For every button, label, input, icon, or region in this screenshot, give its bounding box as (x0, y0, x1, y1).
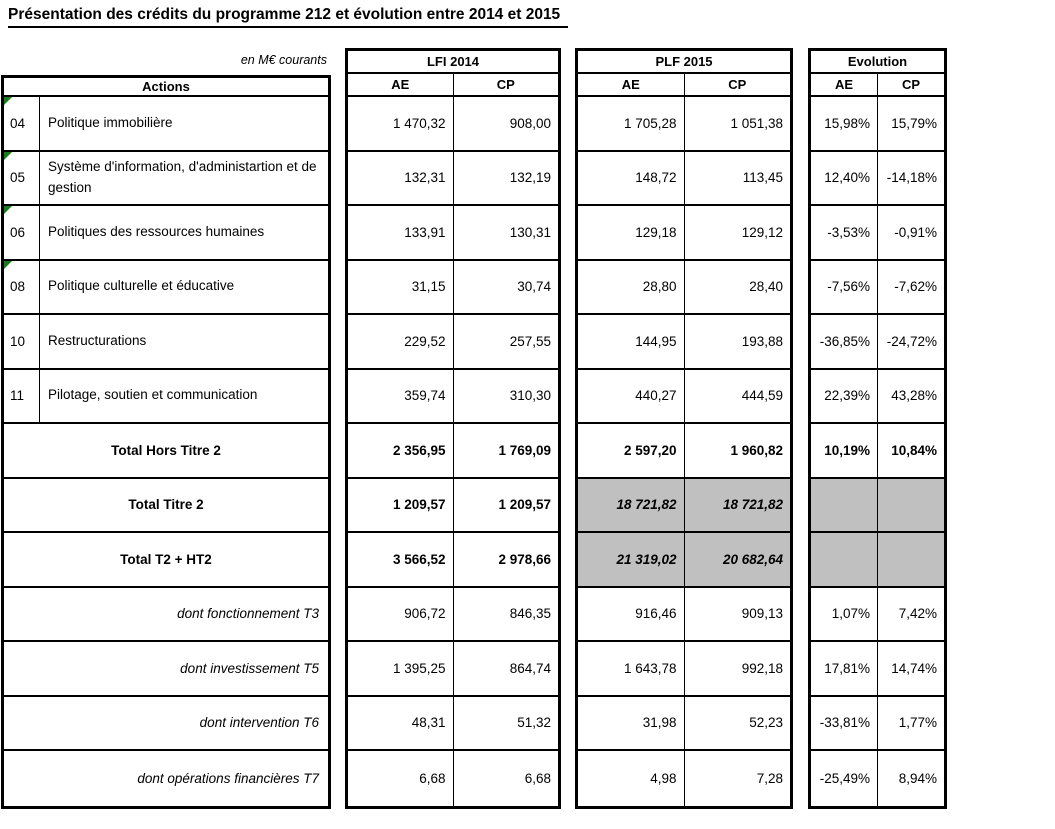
cell-lfi-cp: 6,68 (524, 770, 551, 786)
table-row-10 (4, 315, 328, 370)
evo-row-08 (811, 261, 944, 316)
cell-plf-cp: 7,28 (756, 770, 783, 786)
cell-plf-cp: 1 051,38 (730, 115, 783, 131)
cell-lfi-ae: 2 356,95 (348, 424, 454, 477)
evo-row-04 (811, 97, 944, 152)
cell-plf-cp: 113,45 (742, 170, 783, 186)
cell-plf-ae: 440,27 (578, 370, 685, 423)
cell-lfi-cp: 257,55 (509, 333, 551, 349)
cell-lfi-cp: 864,74 (509, 660, 551, 676)
evo-row-06 (811, 206, 944, 261)
plf-row-label-11 (578, 697, 790, 752)
cell-evo-cp: -24,72% (886, 333, 937, 349)
cell-evo-cp: -14,18% (886, 170, 937, 186)
cell-lfi-ae: 1 470,32 (348, 97, 454, 150)
cell-lfi-cp: 132,19 (509, 170, 551, 186)
cell-evo-cp (878, 479, 944, 532)
plf-row-label-12 (578, 751, 790, 806)
evo-row-label-8 (811, 533, 944, 588)
cell-lfi-ae: 133,91 (348, 206, 454, 259)
cell-evo-cp: -7,62% (894, 279, 937, 295)
lfi-row-label-11 (348, 697, 558, 752)
cell-lfi-cp: 846,35 (509, 606, 551, 622)
table-row-label-8 (4, 533, 328, 588)
plf-2015-header: PLF 2015 (578, 51, 790, 74)
plf-rows (578, 97, 790, 806)
cell-lfi-cp: 1 769,09 (498, 442, 551, 458)
lfi-2014-header: LFI 2014 (348, 51, 558, 74)
cell-lfi-cp: 1 209,57 (498, 497, 551, 513)
cell-lfi-ae: 3 566,52 (348, 533, 454, 586)
cell-lfi-cp: 51,32 (517, 715, 551, 731)
evo-cp-header: CP (901, 77, 921, 92)
cell-lfi-ae: 1 209,57 (348, 479, 454, 532)
cell-evo-ae (811, 479, 878, 532)
evo-rows (811, 97, 944, 806)
cell-evo-cp: 10,84% (891, 442, 937, 458)
excel-error-marker-icon (4, 206, 12, 214)
evolution-block (808, 48, 947, 809)
plf-row-label-9 (578, 588, 790, 643)
plf-row-06 (578, 206, 790, 261)
plf-ae-header: AE (578, 74, 685, 95)
action-label: Pilotage, soutien et communication (48, 387, 258, 403)
cell-evo-cp: 8,94% (898, 770, 937, 786)
cell-plf-ae: 148,72 (578, 152, 685, 205)
evo-row-11 (811, 370, 944, 425)
cell-lfi-ae: 132,31 (348, 152, 454, 205)
table-row-label-6 (4, 424, 328, 479)
cell-plf-ae: 144,95 (578, 315, 685, 368)
lfi-2014-block (345, 48, 561, 809)
table-row-04 (4, 97, 328, 152)
action-label: Politique immobilière (48, 114, 173, 130)
evo-row-label-12 (811, 751, 944, 806)
cell-plf-cp: 444,59 (741, 388, 783, 404)
evo-row-05 (811, 152, 944, 207)
cell-evo-ae: 17,81% (811, 642, 878, 695)
cell-lfi-ae: 31,15 (348, 261, 454, 314)
table-row-05 (4, 152, 328, 207)
cell-evo-ae: 1,07% (811, 588, 878, 641)
dont-label: dont opérations financières T7 (137, 770, 319, 786)
cell-plf-cp: 909,13 (741, 606, 783, 622)
cell-evo-ae: 15,98% (811, 97, 878, 150)
excel-error-marker-icon (4, 97, 12, 105)
lfi-rows (348, 97, 558, 806)
evo-row-label-9 (811, 588, 944, 643)
total-label: Total T2 + HT2 (120, 551, 212, 567)
lfi-row-label-9 (348, 588, 558, 643)
page-title: Présentation des crédits du programme 212 et évolution entre 2014 et 2015 (8, 6, 568, 28)
lfi-row-08 (348, 261, 558, 316)
cell-evo-ae: -33,81% (811, 697, 878, 750)
table-row-label-9 (4, 588, 328, 643)
action-label: Politiques des ressources humaines (48, 223, 265, 239)
plf-row-08 (578, 261, 790, 316)
cell-plf-cp: 18 721,82 (685, 479, 791, 532)
lfi-row-label-12 (348, 751, 558, 806)
action-code: 05 (4, 152, 40, 205)
cell-lfi-ae: 48,31 (348, 697, 454, 750)
lfi-row-06 (348, 206, 558, 261)
cell-lfi-ae: 229,52 (348, 315, 454, 368)
lfi-row-11 (348, 370, 558, 425)
lfi-ae-header: AE (348, 74, 454, 95)
cell-evo-ae: 22,39% (811, 370, 878, 423)
action-code: 11 (4, 370, 40, 423)
cell-plf-ae: 4,98 (578, 751, 685, 806)
evo-ae-header: AE (811, 74, 878, 95)
evo-row-label-10 (811, 642, 944, 697)
table-row-06 (4, 206, 328, 261)
cell-evo-ae: 12,40% (811, 152, 878, 205)
lfi-row-05 (348, 152, 558, 207)
cell-plf-ae: 31,98 (578, 697, 685, 750)
cell-evo-ae: 10,19% (811, 424, 878, 477)
excel-error-marker-icon (4, 152, 12, 160)
evo-col-headers (811, 74, 944, 97)
cell-evo-cp: 14,74% (891, 660, 937, 676)
action-code: 10 (4, 315, 40, 368)
dont-label: dont intervention T6 (199, 715, 319, 731)
plf-row-label-10 (578, 642, 790, 697)
actions-header: Actions (4, 78, 328, 97)
evo-row-label-7 (811, 479, 944, 534)
cell-lfi-cp: 310,30 (509, 388, 551, 404)
cell-plf-ae: 18 721,82 (578, 479, 685, 532)
table-row-label-10 (4, 642, 328, 697)
dont-label: dont investissement T5 (180, 660, 319, 676)
cell-lfi-ae: 359,74 (348, 370, 454, 423)
cell-plf-cp: 52,23 (749, 715, 783, 731)
evo-row-label-6 (811, 424, 944, 479)
cell-evo-cp: -0,91% (894, 224, 937, 240)
plf-row-label-8 (578, 533, 790, 588)
evo-row-label-11 (811, 697, 944, 752)
cell-plf-cp: 1 960,82 (730, 442, 783, 458)
cell-lfi-cp: 908,00 (509, 115, 551, 131)
lfi-row-label-10 (348, 642, 558, 697)
cell-plf-cp: 28,40 (749, 279, 783, 295)
lfi-col-headers (348, 74, 558, 97)
plf-2015-block (575, 48, 793, 809)
cell-evo-ae (811, 533, 878, 586)
cell-evo-cp (878, 533, 944, 586)
plf-col-headers (578, 74, 790, 97)
action-label: Système d'information, d'administartion et de gestion (48, 158, 317, 195)
plf-row-label-6 (578, 424, 790, 479)
excel-error-marker-icon (4, 261, 12, 269)
plf-row-05 (578, 152, 790, 207)
cell-plf-cp: 193,88 (741, 333, 783, 349)
cell-evo-cp: 15,79% (891, 115, 937, 131)
table-row-label-12 (4, 751, 328, 806)
lfi-row-04 (348, 97, 558, 152)
cell-evo-ae: -3,53% (811, 206, 878, 259)
cell-evo-ae: -36,85% (811, 315, 878, 368)
lfi-row-10 (348, 315, 558, 370)
table-row-label-7 (4, 479, 328, 534)
cell-plf-ae: 916,46 (578, 588, 685, 641)
table-row-08 (4, 261, 328, 316)
plf-row-10 (578, 315, 790, 370)
cell-lfi-ae: 6,68 (348, 751, 454, 806)
cell-plf-ae: 21 319,02 (578, 533, 685, 586)
action-code: 04 (4, 97, 40, 150)
cell-evo-ae: -7,56% (811, 261, 878, 314)
table-row-label-11 (4, 697, 328, 752)
plf-row-04 (578, 97, 790, 152)
cell-lfi-cp: 130,31 (509, 224, 551, 240)
cell-evo-cp: 43,28% (891, 388, 937, 404)
cell-plf-ae: 129,18 (578, 206, 685, 259)
cell-plf-cp: 20 682,64 (685, 533, 791, 586)
actions-column-block (1, 75, 331, 809)
action-code: 06 (4, 206, 40, 259)
plf-row-11 (578, 370, 790, 425)
action-label: Restructurations (48, 332, 147, 348)
cell-evo-cp: 7,42% (898, 606, 937, 622)
cell-evo-cp: 1,77% (898, 715, 937, 731)
lfi-row-label-7 (348, 479, 558, 534)
action-label: Politique culturelle et éducative (48, 278, 235, 294)
plf-cp-header: CP (728, 77, 747, 92)
lfi-row-label-6 (348, 424, 558, 479)
cell-plf-ae: 28,80 (578, 261, 685, 314)
unit-note: en M€ courants (240, 53, 327, 67)
cell-plf-ae: 1 705,28 (578, 97, 685, 150)
evolution-header: Evolution (811, 51, 944, 74)
cell-lfi-cp: 2 978,66 (498, 551, 551, 567)
plf-row-label-7 (578, 479, 790, 534)
cell-plf-ae: 1 643,78 (578, 642, 685, 695)
cell-lfi-ae: 1 395,25 (348, 642, 454, 695)
cell-lfi-cp: 30,74 (517, 279, 551, 295)
cell-lfi-ae: 906,72 (348, 588, 454, 641)
dont-label: dont fonctionnement T3 (177, 606, 319, 622)
total-label: Total Titre 2 (128, 497, 204, 513)
evo-row-10 (811, 315, 944, 370)
table-row-11 (4, 370, 328, 425)
lfi-cp-header: CP (496, 77, 515, 92)
action-code: 08 (4, 261, 40, 314)
cell-plf-ae: 2 597,20 (578, 424, 685, 477)
cell-plf-cp: 129,12 (741, 224, 783, 240)
total-label: Total Hors Titre 2 (111, 442, 221, 458)
cell-evo-ae: -25,49% (811, 751, 878, 806)
cell-plf-cp: 992,18 (741, 660, 783, 676)
actions-rows (4, 97, 328, 806)
lfi-row-label-8 (348, 533, 558, 588)
